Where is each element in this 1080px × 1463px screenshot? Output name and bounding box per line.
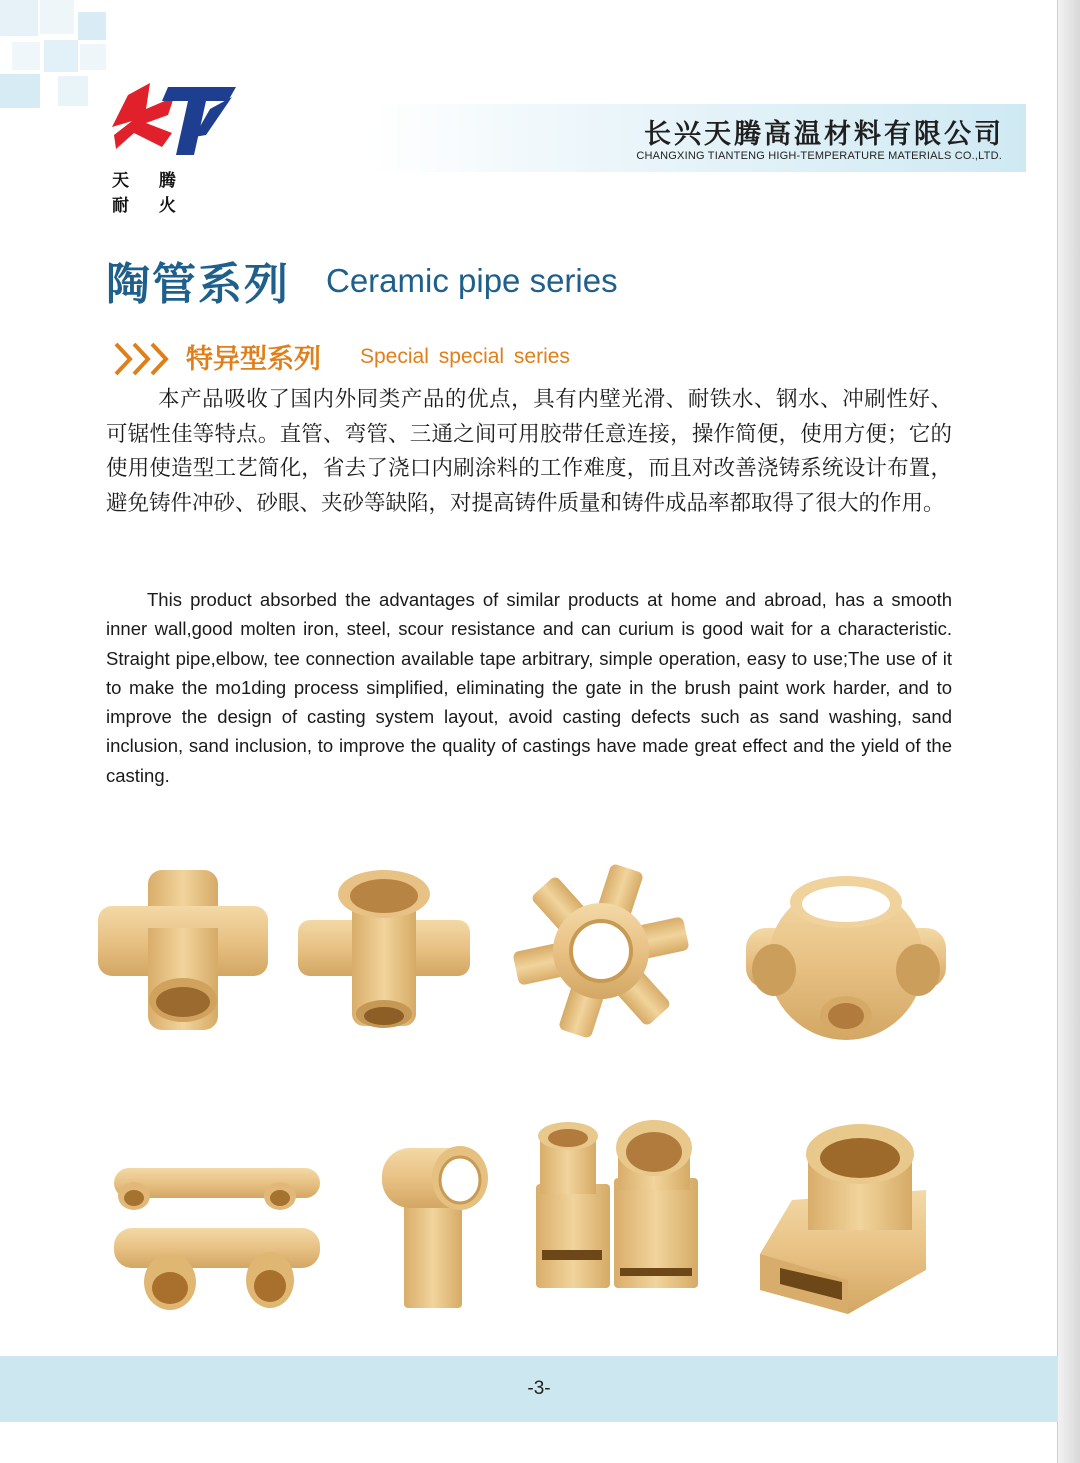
product-cross-pipe (96, 868, 270, 1032)
product-rectangular-gate-sockets (532, 1120, 704, 1290)
page-title-en: Ceramic pipe series (326, 262, 618, 299)
description-en: This product absorbed the advantages of similar products at home and abroad, has a smooth inner wall,good molten iron, steel, scour resistance and can curium is good wait for a characteristic. Straight pipe,elbow, tee connection available tape arbitrary, simple operation, easy to use;The use of it to make the mo1ding process simplified, eliminating the gate in the brush paint work harder, and to improve the design of casting system layout, avoid casting defects such as sand washing, sand inclusion, sand inclusion, to improve the quality of castings have made great effect and the yield of the casting. (106, 589, 952, 786)
product-star-hub (510, 864, 692, 1038)
product-cross-socket (296, 866, 472, 1030)
product-box-gate (756, 1120, 930, 1316)
logo-text: 天 腾 耐 火 (112, 171, 188, 216)
company-name-en: CHANGXING TIANTENG HIGH-TEMPERATURE MATERIALS CO.,LTD. (636, 150, 1002, 162)
description-cn: 本产品吸收了国内外同类产品的优点，具有内壁光滑、耐铁水、钢水、冲刷性好、可锯性佳等特点。直管、弯管、三通之间可用胶带任意连接，操作简便，使用方便；它的使用使造型工艺简化，省去了浇口内刷涂料的工作难度，而且对改善浇铸系统设计布置，避免铸件冲砂、砂眼、夹砂等缺陷，对提高铸件质量和铸件成品率都取得了很大的作用。 (106, 387, 952, 516)
section-title-en: Special special series (360, 345, 570, 368)
page-title-cn: 陶管系列 (106, 259, 290, 310)
section-title-cn: 特异型系列 (186, 344, 321, 375)
page-edge (1057, 0, 1080, 1463)
product-l-socket-tube (380, 1142, 492, 1310)
chevron-arrows-icon (114, 340, 176, 378)
page-number: -3- (527, 1378, 551, 1399)
company-name-cn: 长兴天腾高温材料有限公司 (644, 119, 1004, 150)
product-runner-tubes (110, 1164, 324, 1316)
product-spherical-multiway (744, 866, 948, 1042)
company-logo (110, 75, 250, 170)
